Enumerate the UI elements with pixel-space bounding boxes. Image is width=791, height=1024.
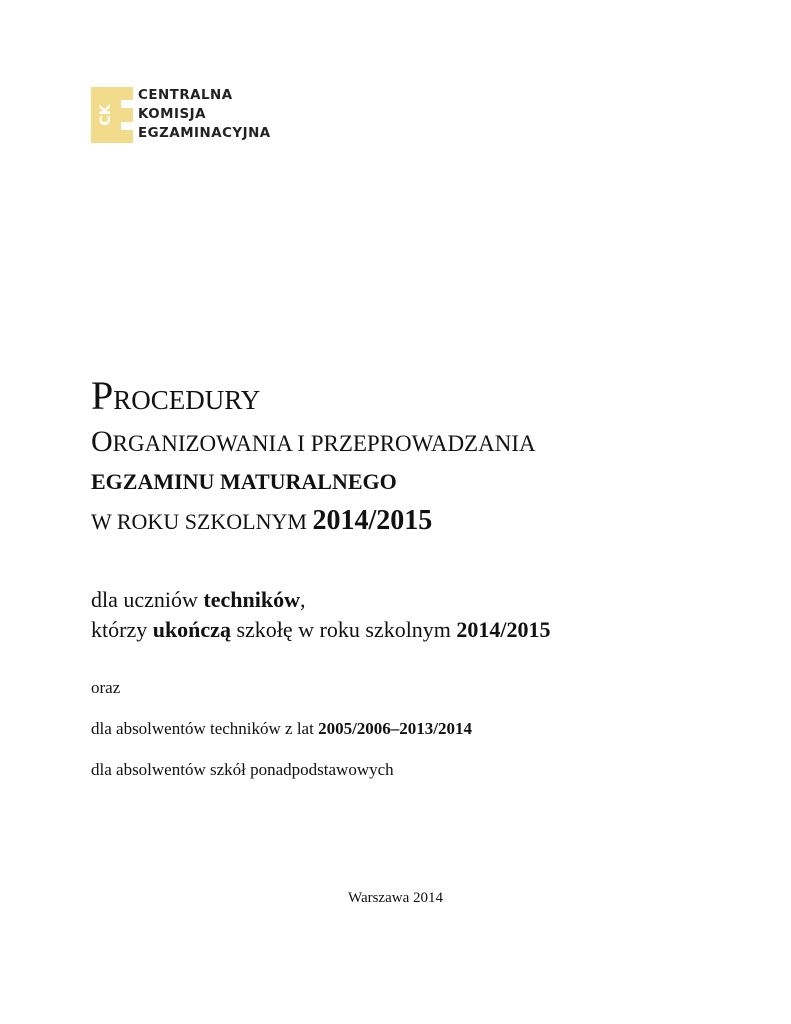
title-line-procedury	[91, 372, 731, 420]
subtitle-line2-prefix: którzy	[91, 617, 153, 642]
title-line-rok-szkolny	[91, 500, 731, 542]
title-line2-rest: RGANIZOWANIA I PRZEPROWADZANIA	[112, 431, 536, 456]
subtitle-line2-middle: szkołę w roku szkolnym	[230, 617, 457, 642]
subtitle-line-1	[91, 585, 305, 615]
title-line2-initial: O	[91, 425, 113, 458]
subtitle-line1-bold: techników	[203, 587, 300, 612]
subtitle-line2-bold2: 2014/2015	[456, 617, 551, 642]
subtitle-line2-bold1: ukończą	[152, 617, 231, 642]
subtitle-line3-bold: 2005/2006–2013/2014	[318, 719, 473, 738]
cke-logo	[91, 87, 311, 147]
subtitle-line-4: dla absolwentów szkół ponadpodstawowych	[91, 760, 394, 779]
title-year: 2014/2015	[312, 505, 433, 536]
title-line-organizowania	[91, 420, 731, 464]
subtitle-line-3	[91, 717, 472, 741]
title-line-egzaminu: EGZAMINU MATURALNEGO	[91, 469, 397, 494]
title-line4-prefix: W ROKU SZKOLNYM	[91, 509, 313, 534]
cke-logo-text	[138, 86, 271, 143]
subtitle-line1-prefix: dla uczniów	[91, 587, 204, 612]
subtitle-line-2	[91, 615, 551, 645]
logo-line-1: CENTRALNA	[138, 88, 233, 103]
logo-line-3: EGZAMINACYJNA	[138, 126, 271, 141]
cke-logo-letters: CK	[98, 104, 114, 126]
cke-logo-mark	[91, 87, 133, 143]
title-line1-initial: P	[91, 373, 114, 418]
subtitle-oraz: oraz	[91, 678, 121, 697]
title-line1-rest: ROCEDURY	[113, 385, 261, 415]
subtitle-line3-prefix: dla absolwentów techników z lat	[91, 719, 319, 738]
logo-line-2: KOMISJA	[138, 107, 206, 122]
subtitle-line1-suffix: ,	[299, 587, 306, 612]
document-title	[91, 372, 731, 542]
place-and-year: Warszawa 2014	[347, 890, 443, 906]
